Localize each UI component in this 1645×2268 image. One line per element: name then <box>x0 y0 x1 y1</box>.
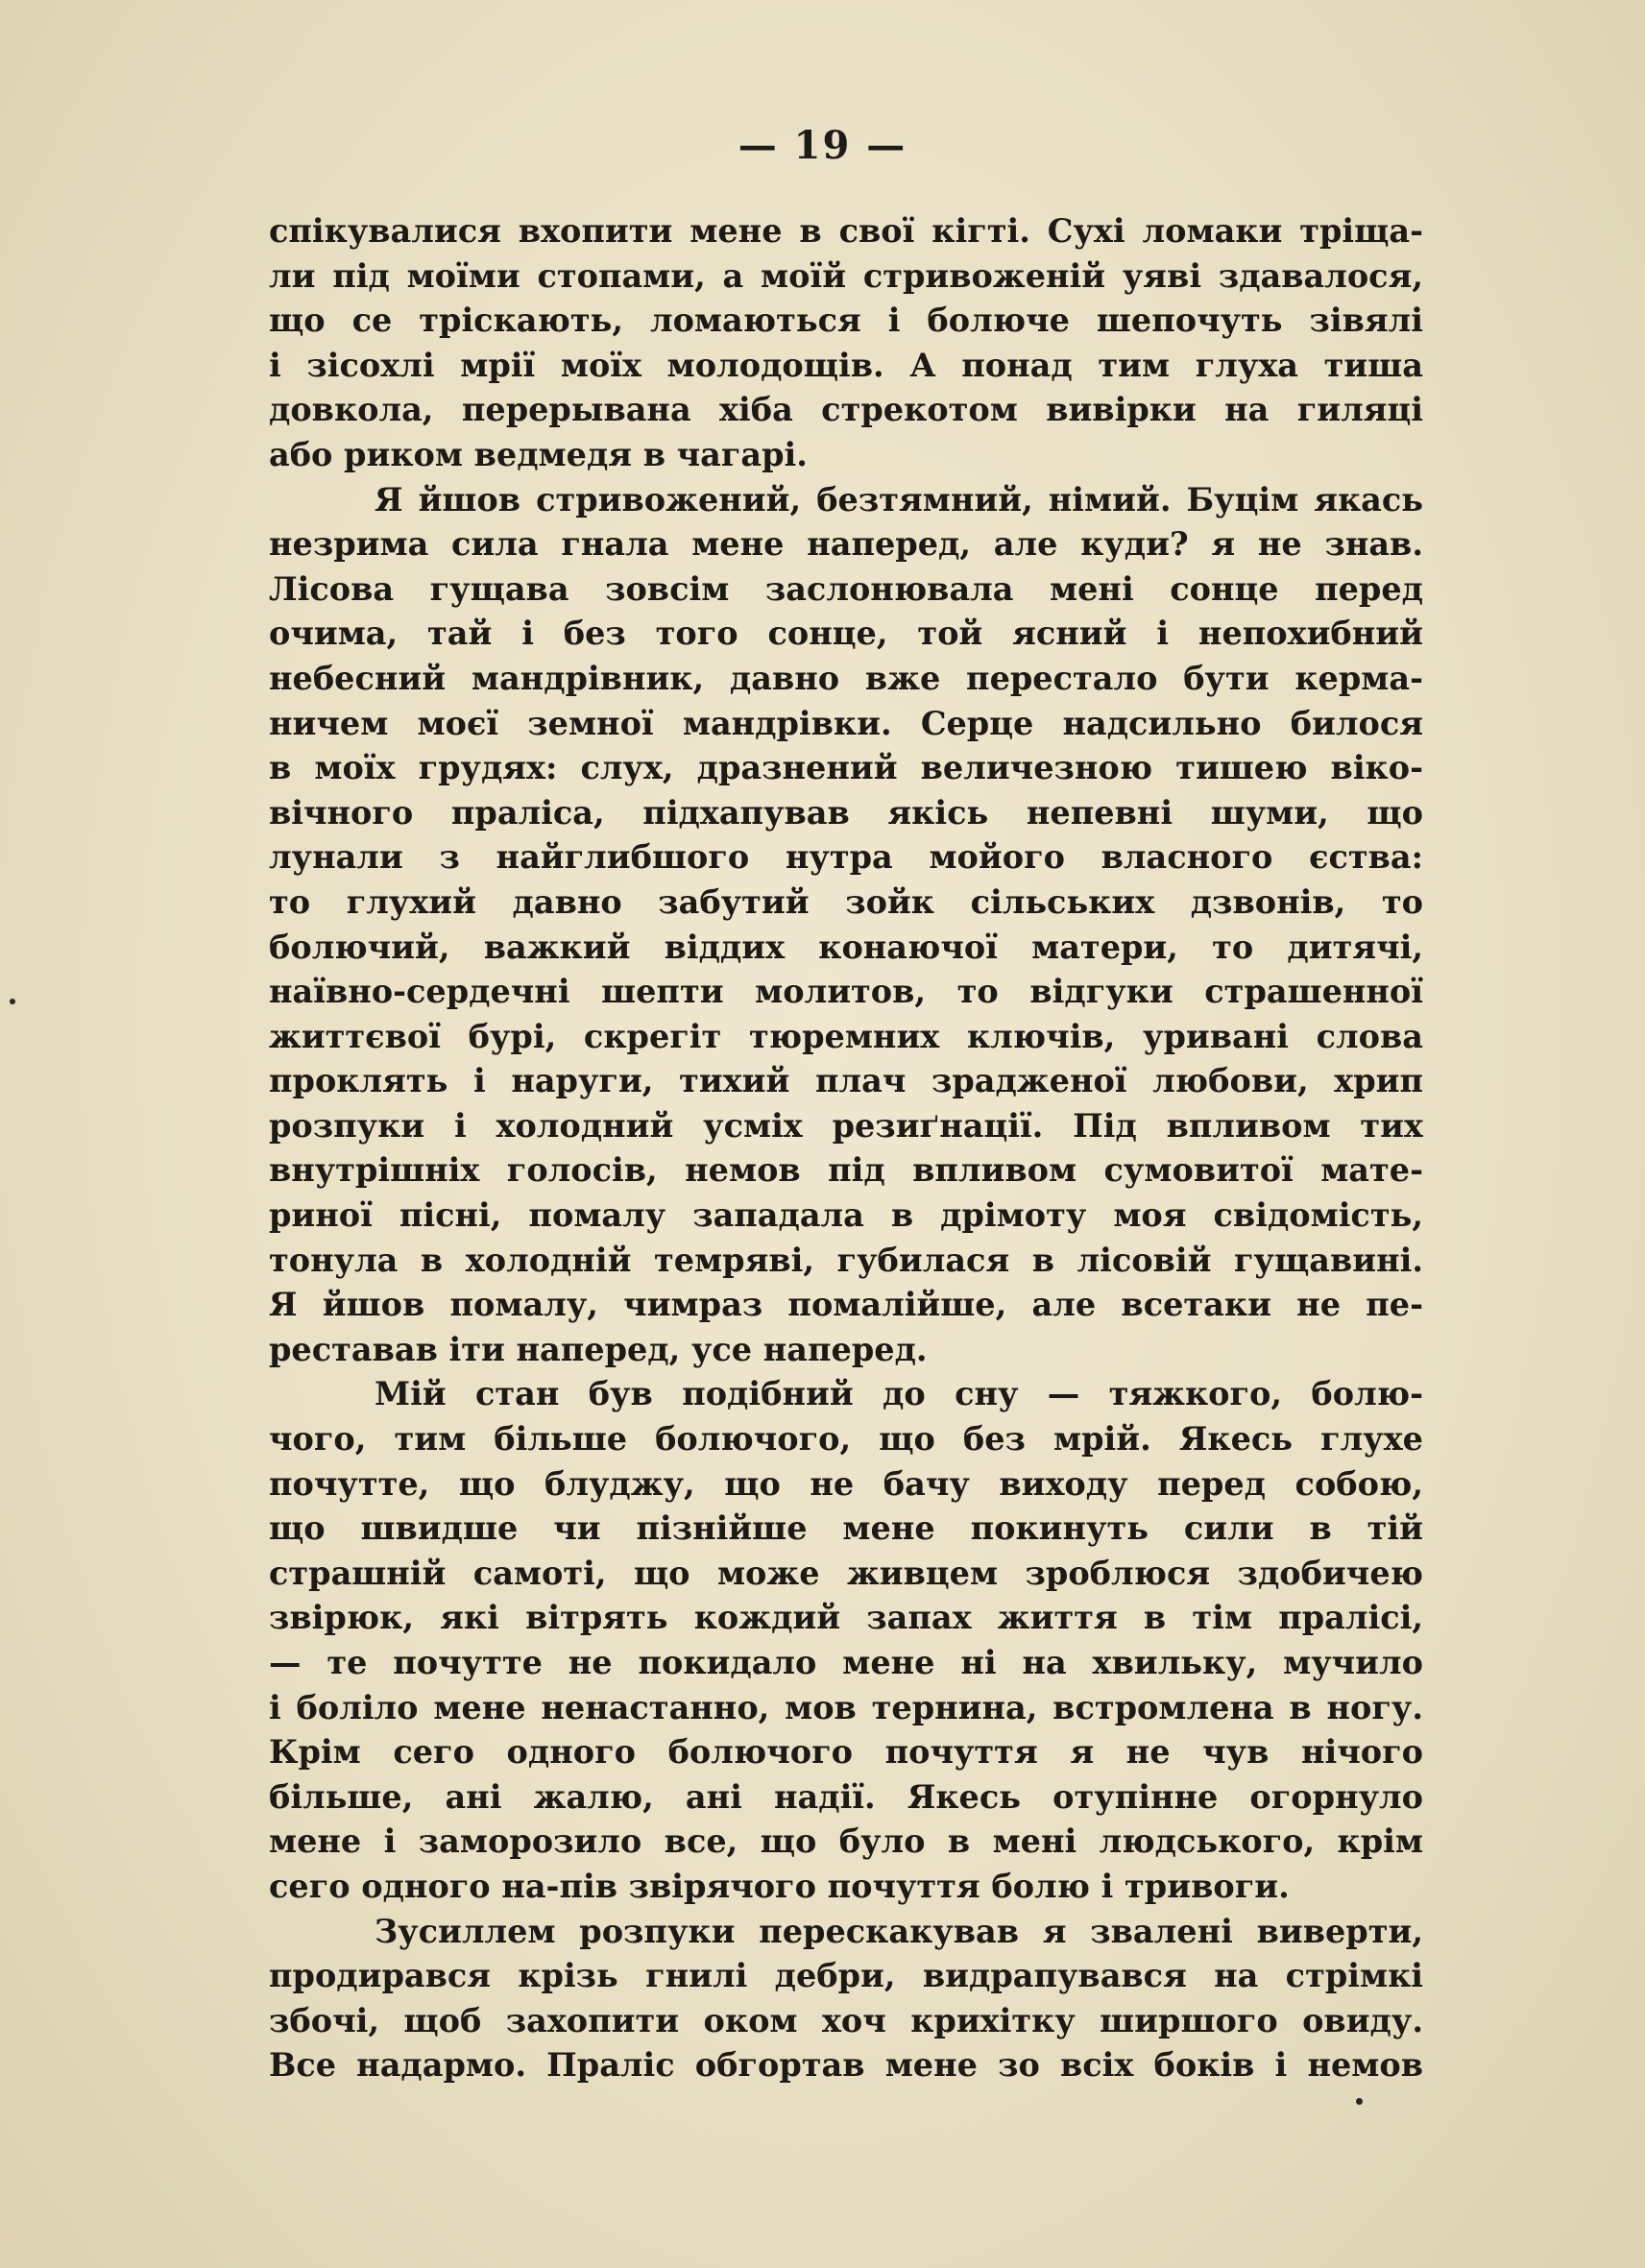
text-line: Зусиллем розпуки перескакував я звалені виверти, <box>375 1912 1423 1950</box>
text-line: — те почутте не покидало мене ні на хвильку, мучило <box>269 1644 1423 1681</box>
text-line: спікувалися вхопити мене в свої кігті. Сухі ломаки тріща- <box>269 212 1423 250</box>
paragraph <box>269 1910 1423 2088</box>
text-line: то глухий давно забутий зойк сільських дзвонів, то <box>269 882 1423 921</box>
text-line: збочі, щоб захопити оком хоч крихітку ширшого овиду. <box>269 2001 1423 2039</box>
text-line: продирався крізь гнилі дебри, видрапувався на стрімкі <box>269 1957 1423 1995</box>
text-line: Крім сего одного болючого почуття я не чув нічого <box>269 1733 1423 1772</box>
page-number: — 19 — <box>738 123 907 168</box>
text-line: розпуки і холодний усміх резиґнації. Під впливом тих <box>269 1106 1423 1145</box>
text-line: життєвої бурі, скрегіт тюремних ключів, уривані слова <box>269 1017 1423 1055</box>
ink-speck <box>1356 2098 1363 2105</box>
text-line: що швидше чи пізнійше мене покинуть сили в тій <box>269 1509 1423 1548</box>
text-line: що се тріскають, ломаються і болюче шепочуть зівялі <box>269 302 1423 340</box>
text-line: лунали з найглибшого нутра мойого власного єства: <box>269 838 1423 877</box>
text-line: вічного праліса, підхапував якісь непевні шуми, що <box>269 793 1423 832</box>
text-line: почутте, що блуджу, що не бачу виходу перед собою, <box>269 1464 1423 1503</box>
text-line: проклять і наруги, тихий плач зрадженої любови, хрип <box>269 1062 1423 1100</box>
text-line: Мій стан був подібний до сну — тяжкого, болю- <box>375 1375 1423 1413</box>
text-line: Я йшов стривожений, безтямний, німий. Буцім якась <box>375 480 1423 519</box>
text-line: і боліло мене ненастанно, мов тернина, встромлена в ногу. <box>269 1688 1423 1726</box>
body-text <box>269 209 1423 2088</box>
text-line: ничем моєї земної мандрівки. Серце надсильно билося <box>269 704 1423 742</box>
text-line: незрима сила гнала мене наперед, але куди? я не знав. <box>269 525 1423 564</box>
text-line: Все надармо. Праліс обгортав мене зо всіх боків і немов <box>269 2046 1423 2085</box>
text-line: небесний мандрівник, давно вже перестало бути керма- <box>269 659 1423 697</box>
text-line: болючий, важкий віддих конаючої матери, то дитячі, <box>269 928 1423 966</box>
text-line: Я йшов помалу, чимраз помалійше, але всетаки не пе- <box>269 1286 1423 1324</box>
text-line: в моїх грудях: слух, дразнений величезною тишею віко- <box>269 749 1423 787</box>
text-line: більше, ані жалю, ані надії. Якесь отупінне огорнуло <box>269 1777 1423 1816</box>
paragraph <box>269 478 1423 1373</box>
text-line: довкола, перерывана хіба стрекотом вивірки на гиляці <box>269 391 1423 429</box>
text-line: страшній самоті, що може живцем зроблюся здобичею <box>269 1554 1423 1592</box>
text-line: мене і заморозило все, що було в мені людського, крім <box>269 1822 1423 1861</box>
text-line: ли під моїми стопами, а моїй стривоженій уяві здавалося, <box>269 256 1423 295</box>
paragraph <box>269 209 1423 478</box>
text-line: тонула в холодній темряві, губилася в лісовій гущавині. <box>269 1241 1423 1279</box>
text-line: внутрішніх голосів, немов під впливом сумовитої мате- <box>269 1151 1423 1190</box>
text-line: очима, тай і без того сонце, той ясний і непохибний <box>269 615 1423 653</box>
text-line: Лісова гущава зовсім заслонювала мені сонце перед <box>269 569 1423 608</box>
paragraph <box>269 1372 1423 1909</box>
text-line: реставав іти наперед, усе наперед. <box>269 1330 928 1368</box>
text-line: звірюк, які вітрять кождий запах життя в тім праліci, <box>269 1599 1423 1637</box>
text-line: або риком ведмедя в чагарі. <box>269 435 808 473</box>
text-line: чого, тим більше болючого, що без мрій. Якесь глухе <box>269 1420 1423 1459</box>
ink-speck <box>10 999 15 1004</box>
text-line: сего одного на-пів звірячого почуття болю і тривоги. <box>269 1867 1290 1905</box>
text-line: наївно-сердечні шепти молитов, то відгуки страшенної <box>269 973 1423 1011</box>
text-line: риної пісні, помалу западала в дрімоту моя свідомість, <box>269 1196 1423 1235</box>
text-line: і зісохлі мрії моїх молодощів. А понад тим глуха тиша <box>269 346 1423 384</box>
